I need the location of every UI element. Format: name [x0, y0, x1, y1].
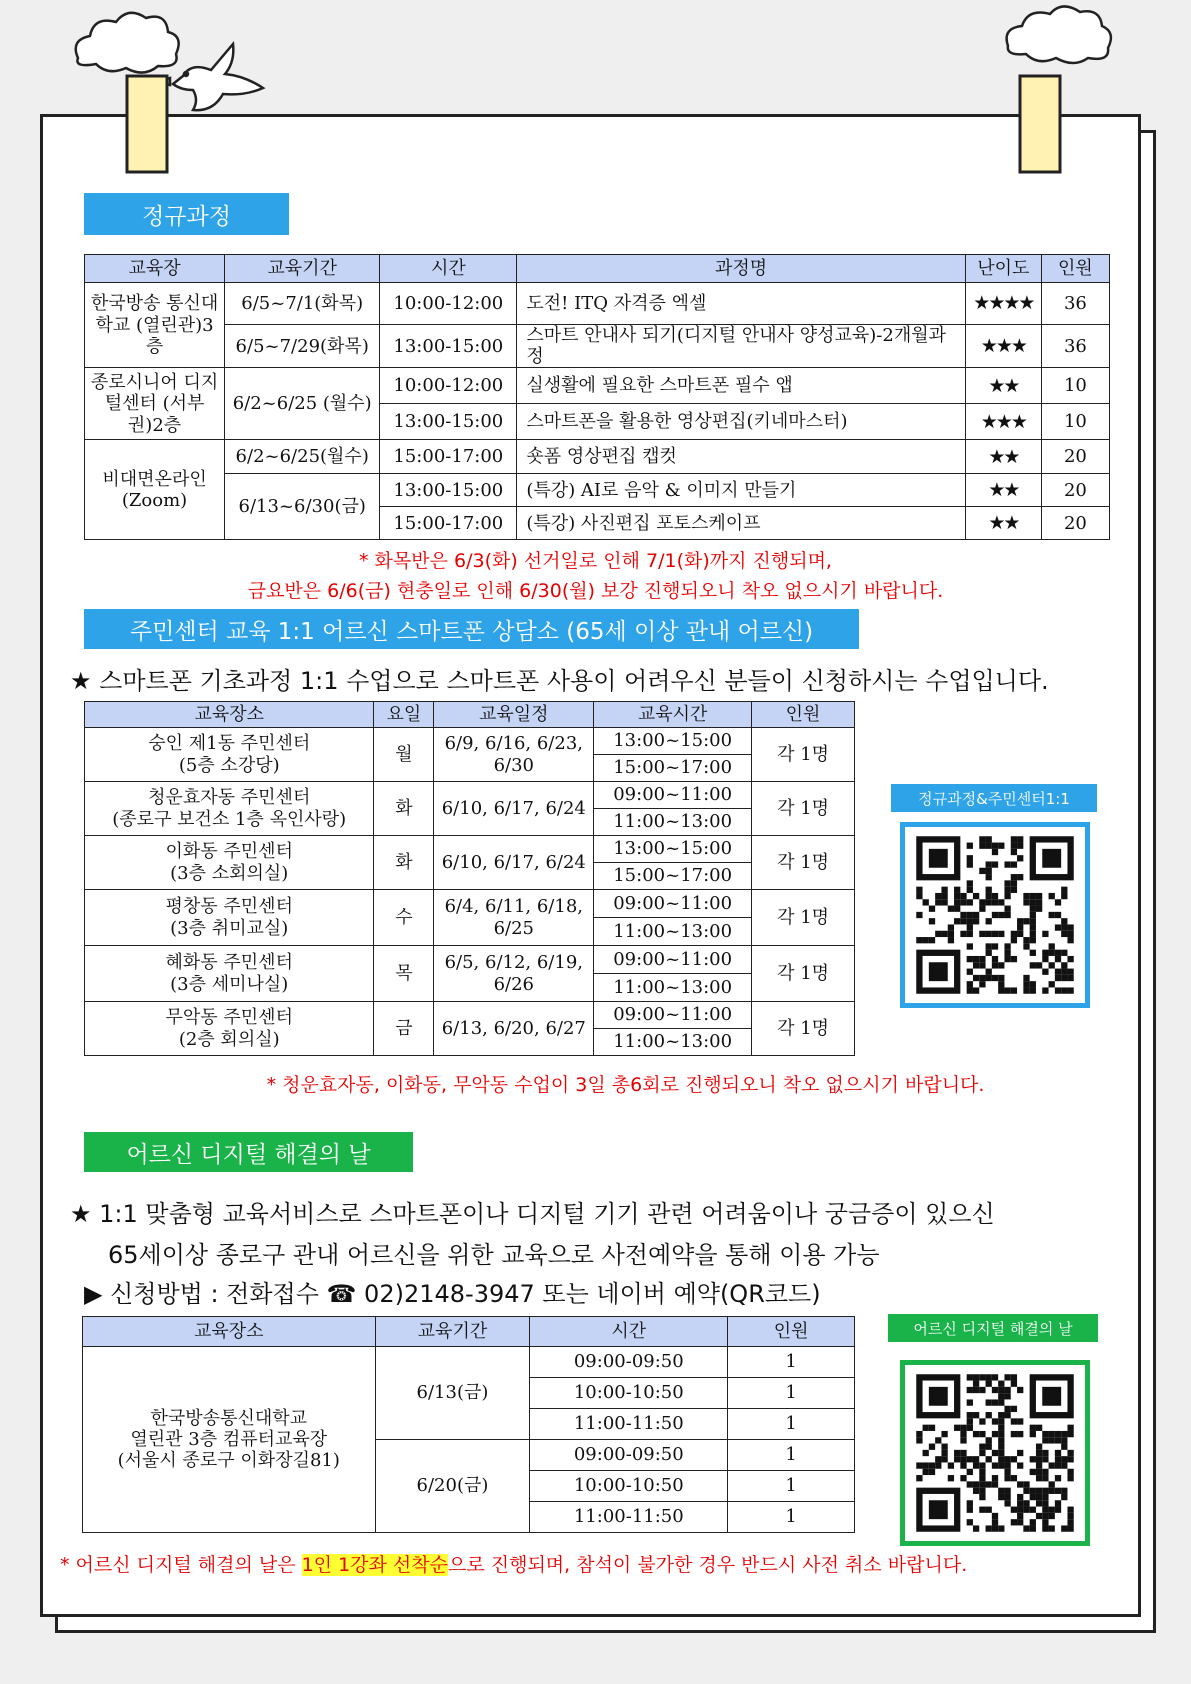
course-cell: (특강) 사진편집 포토스케이프 — [517, 507, 965, 540]
table-row — [85, 474, 1110, 507]
qr-code-icon — [905, 1365, 1085, 1541]
count-cell: 1 — [728, 1409, 855, 1440]
level-cell: ★★ — [965, 507, 1041, 540]
note-part: 으로 진행되며, 참석이 불가한 경우 반드시 사전 취소 바랍니다. — [447, 1554, 968, 1576]
cloud-right-icon — [1007, 6, 1111, 63]
place-cell — [85, 890, 374, 946]
table-row — [85, 836, 855, 863]
section-title-center: 주민센터 교육 1:1 어르신 스마트폰 상담소 (65세 이상 관내 어르신) — [84, 609, 859, 649]
count-cell: 10 — [1041, 404, 1109, 440]
level-cell: ★★ — [965, 440, 1041, 474]
time-cell: 11:00-11:50 — [530, 1409, 728, 1440]
time-cell: 13:00~15:00 — [594, 728, 752, 755]
qr-code-center[interactable] — [900, 822, 1090, 1008]
time-cell: 13:00~15:00 — [594, 836, 752, 863]
period-cell: 6/5~7/1(화목) — [225, 283, 380, 325]
header-cell: 시간 — [530, 1317, 728, 1347]
time-cell: 10:00-12:00 — [380, 368, 517, 404]
course-cell: 실생활에 필요한 스마트폰 필수 앱 — [517, 368, 965, 404]
place-cell — [85, 836, 374, 890]
note-highlight: 1인 1강좌 선착순 — [301, 1554, 448, 1576]
place-cell — [85, 1002, 374, 1056]
regular-note-1: * 화목반은 6/3(화) 선거일로 인해 7/1(화)까지 진행되며, — [359, 550, 832, 572]
course-cell: 숏폼 영상편집 캡컷 — [517, 440, 965, 474]
day-cell: 월 — [374, 728, 434, 782]
center-course-table — [84, 701, 855, 1056]
date-cell: 6/13(금) — [375, 1347, 530, 1440]
time-cell: 09:00~11:00 — [594, 782, 752, 809]
place-room: (5층 소강당) — [178, 754, 280, 776]
place-room: (3층 세미나실) — [170, 973, 289, 995]
venue-cell: 비대면온라인 (Zoom) — [85, 440, 225, 540]
regular-course-table — [84, 254, 1110, 540]
header-cell: 교육기간 — [375, 1317, 530, 1347]
count-cell: 20 — [1041, 440, 1109, 474]
date-cell: 6/20(금) — [375, 1440, 530, 1533]
section-title-regular: 정규과정 — [84, 193, 289, 235]
time-cell: 09:00~11:00 — [594, 946, 752, 974]
time-cell: 09:00-09:50 — [530, 1440, 728, 1471]
table-row — [85, 728, 855, 755]
course-cell: (특강) AI로 음악 & 이미지 만들기 — [517, 474, 965, 507]
place-name: 청운효자동 주민센터 — [148, 787, 311, 809]
time-cell: 13:00-15:00 — [380, 404, 517, 440]
place-name: 숭인 제1동 주민센터 — [148, 733, 311, 755]
clip-right-icon — [1020, 76, 1060, 172]
count-cell: 20 — [1041, 474, 1109, 507]
period-cell: 6/5~7/29(화목) — [225, 325, 380, 368]
qr-label-center: 정규과정&주민센터1:1 — [891, 784, 1097, 812]
level-cell: ★★ — [965, 474, 1041, 507]
count-cell: 1 — [728, 1378, 855, 1409]
level-cell: ★★★ — [965, 404, 1041, 440]
time-cell: 09:00~11:00 — [594, 890, 752, 918]
day-cell: 목 — [374, 946, 434, 1002]
time-cell: 15:00~17:00 — [594, 755, 752, 782]
table-row — [85, 782, 855, 809]
venue-cell: 한국방송 통신대학교 (열린관)3층 — [85, 283, 225, 368]
venue-cell: 종로시니어 디지털센터 (서부권)2층 — [85, 368, 225, 440]
digital-apply: ▶ 신청방법 : 전화접수 ☎ 02)2148-3947 또는 네이버 예약(QR코드) — [84, 1280, 821, 1308]
day-cell: 금 — [374, 1002, 434, 1056]
header-cell: 인원 — [728, 1317, 855, 1347]
place-room: (종로구 보건소 1층 옥인사랑) — [112, 808, 347, 830]
dates-cell: 6/4, 6/11, 6/18, 6/25 — [434, 890, 594, 946]
time-cell: 11:00~13:00 — [594, 918, 752, 946]
time-cell: 15:00~17:00 — [594, 863, 752, 890]
place-cell — [85, 728, 374, 782]
decoration-layer — [0, 0, 1191, 200]
dates-cell: 6/13, 6/20, 6/27 — [434, 1002, 594, 1056]
table-row — [85, 440, 1110, 474]
day-cell: 화 — [374, 782, 434, 836]
time-cell: 13:00-15:00 — [380, 474, 517, 507]
header-cell: 교육시간 — [594, 702, 752, 728]
period-cell: 6/13~6/30(금) — [225, 474, 380, 540]
place-name: 이화동 주민센터 — [165, 841, 293, 863]
count-cell: 20 — [1041, 507, 1109, 540]
venue-line: 한국방송통신대학교 — [150, 1407, 308, 1429]
count-cell: 36 — [1041, 283, 1109, 325]
time-cell: 10:00-12:00 — [380, 283, 517, 325]
count-cell: 1 — [728, 1440, 855, 1471]
digital-intro-2: 65세이상 종로구 관내 어르신을 위한 교육으로 사전예약을 통해 이용 가능 — [108, 1241, 880, 1269]
count-cell: 1 — [728, 1471, 855, 1502]
dates-cell: 6/9, 6/16, 6/23, 6/30 — [434, 728, 594, 782]
count-cell: 1 — [728, 1347, 855, 1378]
dates-cell: 6/10, 6/17, 6/24 — [434, 836, 594, 890]
time-cell: 09:00-09:50 — [530, 1347, 728, 1378]
header-cell: 교육장소 — [83, 1317, 376, 1347]
header-cell: 교육일정 — [434, 702, 594, 728]
time-cell: 11:00-11:50 — [530, 1502, 728, 1533]
cloud-left-icon — [76, 13, 179, 73]
digital-note — [60, 1550, 967, 1577]
section-title-digital: 어르신 디지털 해결의 날 — [84, 1132, 413, 1172]
day-cell: 수 — [374, 890, 434, 946]
count-cell: 각 1명 — [752, 728, 855, 782]
table-row — [85, 946, 855, 974]
dates-cell: 6/5, 6/12, 6/19, 6/26 — [434, 946, 594, 1002]
level-cell: ★★★ — [965, 325, 1041, 368]
place-cell — [85, 946, 374, 1002]
table-row — [85, 283, 1110, 325]
time-cell: 11:00~13:00 — [594, 1029, 752, 1056]
header-cell: 교육기간 — [225, 255, 380, 283]
time-cell: 13:00-15:00 — [380, 325, 517, 368]
table-row — [85, 1002, 855, 1029]
time-cell: 11:00~13:00 — [594, 809, 752, 836]
header-cell: 과정명 — [517, 255, 965, 283]
header-cell: 인원 — [752, 702, 855, 728]
regular-note-2: 금요반은 6/6(금) 현충일로 인해 6/30(월) 보강 진행되오니 착오 없으시기 바랍니다. — [247, 580, 944, 602]
clip-left-icon — [127, 76, 167, 172]
place-name: 혜화동 주민센터 — [165, 952, 293, 974]
dates-cell: 6/10, 6/17, 6/24 — [434, 782, 594, 836]
course-cell: 도전! ITQ 자격증 엑셀 — [517, 283, 965, 325]
table-row — [83, 1347, 855, 1378]
table-row — [85, 890, 855, 918]
table-row — [85, 325, 1110, 368]
center-note: * 청운효자동, 이화동, 무악동 수업이 3일 총6회로 진행되오니 착오 없으시기 바랍니다. — [266, 1074, 985, 1096]
count-cell: 각 1명 — [752, 782, 855, 836]
header-cell: 교육장 — [85, 255, 225, 283]
day-cell: 화 — [374, 836, 434, 890]
digital-table — [82, 1316, 855, 1533]
place-room: (3층 소회의실) — [170, 862, 289, 884]
time-cell: 11:00~13:00 — [594, 974, 752, 1002]
time-cell: 10:00-10:50 — [530, 1471, 728, 1502]
header-cell: 교육장소 — [85, 702, 374, 728]
count-cell: 각 1명 — [752, 946, 855, 1002]
level-cell: ★★★★ — [965, 283, 1041, 325]
period-cell: 6/2~6/25(월수) — [225, 440, 380, 474]
count-cell: 1 — [728, 1502, 855, 1533]
header-cell: 인원 — [1041, 255, 1109, 283]
period-cell: 6/2~6/25 (월수) — [225, 368, 380, 440]
center-intro: ★ 스마트폰 기초과정 1:1 수업으로 스마트폰 사용이 어려우신 분들이 신청하시는 수업입니다. — [70, 667, 1049, 695]
course-cell: 스마트 안내사 되기(디지털 안내사 양성교육)-2개월과정 — [517, 325, 965, 368]
place-name: 무악동 주민센터 — [165, 1007, 293, 1029]
qr-code-icon — [905, 827, 1085, 1003]
header-cell: 요일 — [374, 702, 434, 728]
place-name: 평창동 주민센터 — [165, 896, 293, 918]
count-cell: 10 — [1041, 368, 1109, 404]
level-cell: ★★ — [965, 368, 1041, 404]
place-cell — [85, 782, 374, 836]
place-room: (2층 회의실) — [178, 1028, 280, 1050]
course-cell: 스마트폰을 활용한 영상편집(키네마스터) — [517, 404, 965, 440]
venue-cell — [83, 1347, 376, 1533]
place-room: (3층 취미교실) — [170, 917, 289, 939]
time-cell: 09:00~11:00 — [594, 1002, 752, 1029]
count-cell: 각 1명 — [752, 836, 855, 890]
count-cell: 36 — [1041, 325, 1109, 368]
venue-line: 열린관 3층 컴퓨터교육장 — [130, 1428, 328, 1450]
qr-code-digital[interactable] — [900, 1360, 1090, 1546]
header-cell: 난이도 — [965, 255, 1041, 283]
time-cell: 15:00-17:00 — [380, 507, 517, 540]
count-cell: 각 1명 — [752, 1002, 855, 1056]
time-cell: 10:00-10:50 — [530, 1378, 728, 1409]
note-part: * 어르신 디지털 해결의 날은 — [60, 1554, 302, 1576]
time-cell: 15:00-17:00 — [380, 440, 517, 474]
digital-intro-1: ★ 1:1 맞춤형 교육서비스로 스마트폰이나 디지털 기기 관련 어려움이나 궁금증이 있으신 — [70, 1200, 995, 1228]
table-row — [85, 368, 1110, 404]
header-cell: 시간 — [380, 255, 517, 283]
qr-label-digital: 어르신 디지털 해결의 날 — [888, 1314, 1098, 1342]
venue-line: (서울시 종로구 이화장길81) — [117, 1450, 340, 1472]
count-cell: 각 1명 — [752, 890, 855, 946]
